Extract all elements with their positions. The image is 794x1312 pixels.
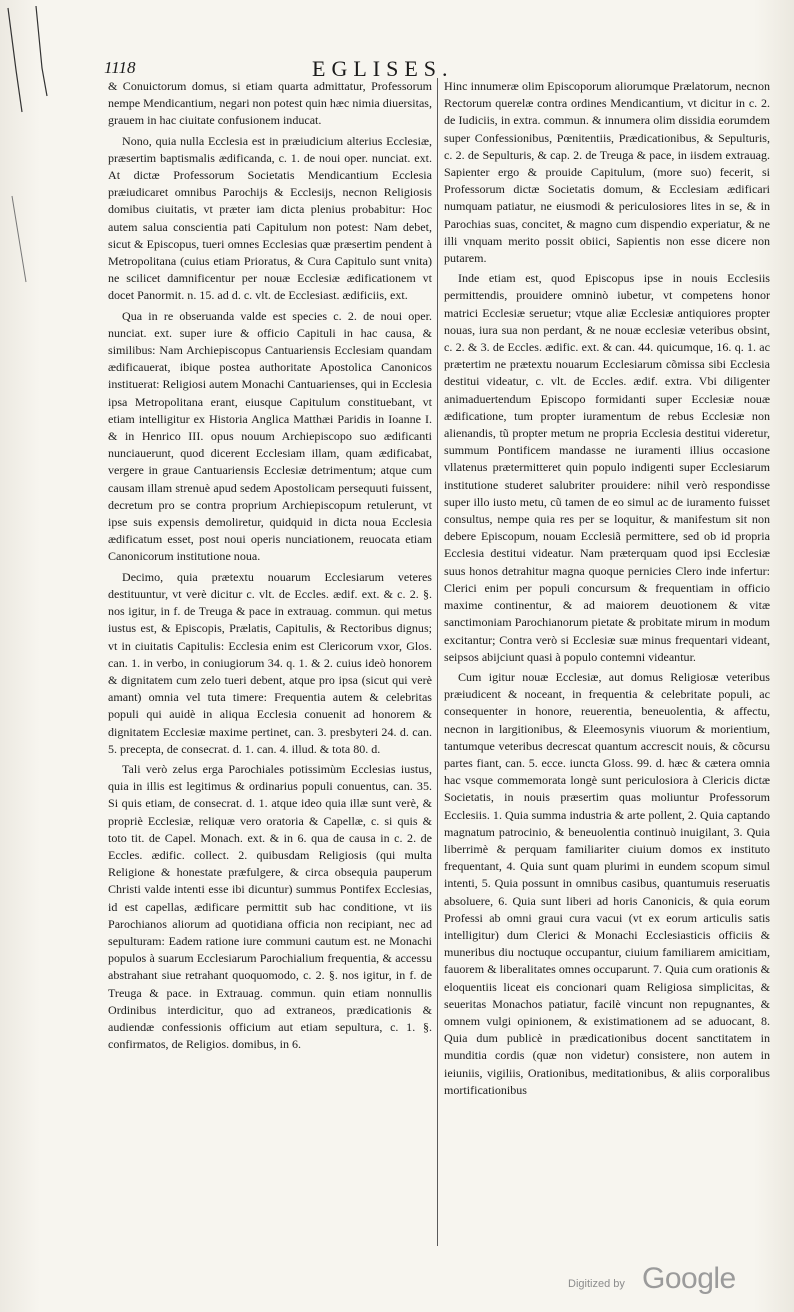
watermark-logo: Google [642,1262,736,1295]
right-paragraph-3: Cum igitur nouæ Ecclesiæ, aut domus Religiosæ veteribus præiudicent & noceant, in frequentia & celebritate populi, ac consequenter in honore, reuerentia, beneuolentia, & affectu, necnon in largitionibus, & Eleemosynis viuorum & morientium, tantumque veteribus decrescat quantum accrescit nouis, & cõcursu partes fiant, can. 5. ecce. iuncta Gloss. 99. d. hæc & cætera omnia hac vsque commemorata longè sunt periculosiora à Clericis dictæ Societatis, in nouis præsertim quas moliuntur Professorum Ecclesiis. 1. Quia summa industria & arte pollent, 2. Quia captando magnatum patrocinio, & beneuolentia continuò inuigilant, 3. Quia liberrimè & perquam familiariter ciuium domos ex instituto frequentant, 4. Quia sunt quam plurimi in eundem scopum simul intenti, 5. Quia possunt in omnibus casibus, quantumuis reseruatis absoluere, 6. Quia sunt liberi ad horis Canonicis, & quia eorum Professi ab omni graui cura vacui (vt ex eorum articulis satis intelligitur) dum Clerici & Monachi Ecclesiasticis officiis & muneribus diu noctuque occupantur, ciuium familiarem amicitiam, fauorem & liberalitates omnes occuparunt. 7. Quia cum orationis & eloquentiis liceat eis concionari quam Religiosa simplicitas, & seueritas Monachos patiatur, facilè vincunt non repugnantes, & omnem vulgi opinionem, & existimationem ad se aduocant, 8. Quia dum publicè in prædicationibus docent sanctitatem in munditia cordis (quæ non videtur) consistere, non autem in ieiuniis, vigiliis, Orationibus, meditationibus, & aliis corporalibus mortificationibus [444,669,770,1097]
right-paragraph-1: Hinc innumeræ olim Episcoporum aliorumque Prælatorum, necnon Rectorum querelæ contra ordines Mendicantium, vt dicitur in c. 2. de Iudiciis, in extra. commun. & innumera olim dissidia eorumdem super Confessionibus, Pœnitentiis, Prædicationibus, & Sepulturis, c. 2. de Sepulturis, & cap. 2. de Treuga & pace, in iisdem extrauag. Sapienter ergo & prouide Capitulum, (more suo) fecerit, si Professorum dictæ Societatis domum, & Ecclesiam ædificari numquam patiatur, ne eiusmodi & periculosiores lites in se, & in Parochias suas, concitet, & magno cum dispendio experiatur, & ne illi vnquam merito possit obiici, Sapientis non esse dicere non putarem. [444,79,770,266]
left-paragraph-2: Nono, quia nulla Ecclesia est in præiudicium alterius Ecclesiæ, præsertim baptismalis ædificanda, c. 1. de noui oper. nunciat. ext. At dictæ Professorum Societatis Mendicantium Ecclesia præiudicaret omnibus Parochijs & Ecclesijs, necnon Religiosis domibus ciuitatis, vt præter iam dicta plenius probabitur: Hoc autem salua conscientia pati Capitulum non potest: Nam debet, sicut & Episcopus, tueri omnes Ecclesias quæ præsertim pendent à Metropolitana (cuius etiam Prioratus, & Cura Capitulo sunt vnita) ne scilicet damnificentur per nouæ Ecclesiæ ædificationem vt docet Panormit. n. 15. ad d. c. vlt. de Ecclesiast. ædificiis, ext. [108,133,432,303]
left-paragraph-3: Qua in re obseruanda valde est species c. 2. de noui oper. nunciat. ext. super iure & officio Capituli in hac causa, & similibus: Nam Archiepiscopus Cantuariensis Ecclesiam quandam ædificauerat, ibique postea authoritate Apostolica Canonicos instituerat: Religiosi autem Monachi Cantuarienses, qui in Ecclesia ipsa Metropolitana erant, eiusque Capitulum constituebant, vt etiam intelligitur ex Historia Anglica Matthæi Paridis in Ioanne I. & in Henrico III. opus nouum Archiepiscopo suo ædificanti nunciauerunt, quod dicerent Ecclesiam illam, quam ædificabat, vergere in graue Cantuariensis Ecclesiæ detrimentum; atque cum causam illam strenuè apud sedem Apostolicam persequuti fuissent, decretum pro se contra proprium Archiepiscopum retulerunt, vt ipse suis expensis demoliretur, quidquid in dicta noua Ecclesia ædificatum esset, post noui operis nunciationem, reuocata etiam Canonicorum institutione noua. [108,308,432,564]
page-number: 1118 [104,58,136,77]
digitization-watermark [568,1262,768,1302]
right-column [444,78,770,1099]
left-paragraph-5: Tali verò zelus erga Parochiales potissimùm Ecclesias iustus, quia in illis est legitimus & ordinarius populi conuentus, can. 35. Si quis etiam, de consecrat. d. 1. atque ideo quia illæ sunt verè, & propriè Ecclesiæ, reliquæ vero oratoria & Capellæ, c. si quis & toto tit. de Capel. Monach. ext. & in 6. qua de causa in c. 2. de Eccles. ædific. collect. 2. quibusdam Religiosis (qui multa Religione & honestate præfulgere, & circa obsequia pauperum Christi valde intenti esse ibi dicuntur) summus Pontifex Ecclesias, id est capellas, ædificare permittit sub hac conditione, vt iis Parochianos aliorum ad quotidiana officia non recipiant, nec ad sepulturam: Eadem ratione iure communi cautum est. ne Monachi populos à suarum Ecclesiarum Parochialium frequentia, & accessu abstrahant siue retrahant quoquomodo, c. 2. §. nos igitur, in f. de Treuga & pace. in Extrauag. commun. quin etiam nonnullis Ordinibus interdicitur, quo ad extraneos, prædicationis & audiendæ confessionis officium aut etiam sepultura, c. 1. §. confirmatos, de Religios. domibus, in 6. [108,761,432,1052]
running-title: EGLISES. [312,56,454,81]
column-divider [437,78,438,1246]
pen-stroke-marks [0,0,110,320]
right-paragraph-2: Inde etiam est, quod Episcopus ipse in nouis Ecclesiis permittendis, prouidere omninò iubetur, vt competens honor matrici Ecclesiæ seruetur; vtque aliæ Ecclesiæ antiquiores propter nouas, iura sua non perdant, & ne nouæ ecclesiæ veteribus obsint, c. 2. & 3. de Eccles. ædific. ext. & can. 44. quicumque, 16. q. 1. ac prætertim ne prætextu nouarum Ecclesiarum cõmissa sibi Ecclesia destitui videatur, c. vlt. de Eccles. ædif. extra. Vbi diligenter animaduertendum Episcopo formidanti super Ecclesiæ nouæ ædificatione, tum propter iuramentum de rebus Ecclesiæ non alienandis, tũ propter metum ne propria Ecclesia destitui videretur, summum Pontificem mandasse ne iuramenti illius occasione vllatenus prætermitteret quin populo indigenti super Ecclesiarum institutione studeret salubriter prouidere: nihil verò respondisse super illo iusto metu, cũ tamen de eo simul ac de iuramento fuisset consultus, nempe quia res per se loquitur, & manifestum sit non debere Episcopum, nouam Ecclesiã permittere, sed ob id propria Ecclesia destitui videatur. Nam præterquam quod ipsi Ecclesiæ suus honos detrahitur magna quoque pernicies Clero inde infertur: Clerici enim per populi concursum & frequentiam in officio maxime continentur, & ad maiorem deuotionem & vitæ sanctimoniam Parochianorum pietate & probitate mirum in modum excitantur; Contra verò si Ecclesiæ suæ minus frequentari videant, seipsos abijciunt quasi à populo contemni videantur. [444,271,770,664]
watermark-prefix: Digitized by [568,1278,625,1290]
left-paragraph-4: Decimo, quia prætextu nouarum Ecclesiarum veteres destituuntur, vt verè dicitur c. vlt. de Eccles. ædif. ext. & c. 2. §. nos igitur, in f. de Treuga & pace in extrauag. commun. qui metus iustus est, & Episcopis, Prælatis, Capitulis, & Rectoribus dignus; vt in ciuitatis Capitulis: Ecclesia enim est Clericorum vxor, Glos. can. 1. in verbo, in coniugiorum 34. q. 1. & 2. cuius ideò honorem & dignitatem cum zelo tueri debent, atque pro ipsa (sicut qui verè amant) omnia vel tuta timere: Frequentia autem & celebritas populi qui auidè in aliqua Ecclesia conuenit ad honorem & dignitatem Ecclesiæ maxime pertinet, can. 3. presbyteri 24. d. can. 5. precepta, de consecrat. d. 1. can. 4. illud. & tota 80. d. [108,569,432,756]
left-column [108,78,432,1053]
left-paragraph-1: & Conuictorum domus, si etiam quarta admittatur, Professorum nempe Mendicantium, negari non potest quin hæc nimia diuersitas, grauem in hac ciuitate confusionem inducat. [108,79,432,128]
